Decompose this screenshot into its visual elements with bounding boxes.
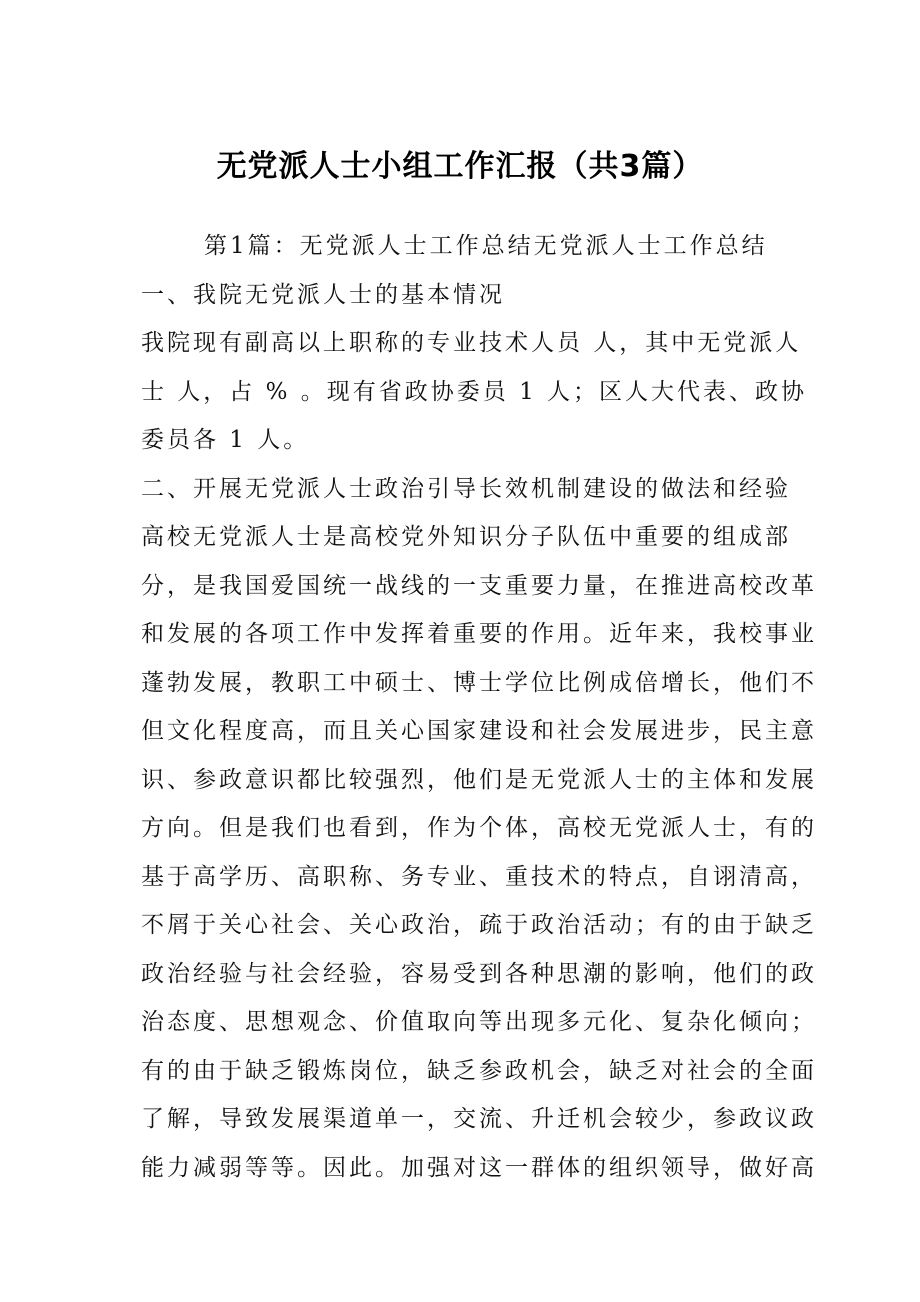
section-heading-2: 二、开展无党派人士政治引导长效机制建设的做法和经验 xyxy=(141,475,791,502)
text-line: 士 人，占 % 。现有省政协委员 1 人；区人大代表、政协 xyxy=(141,378,808,405)
text-line: 委员各 1 人。 xyxy=(141,427,310,453)
text-line: 有的由于缺乏锻炼岗位，缺乏参政机会，缺乏对社会的全面 xyxy=(141,1057,817,1084)
text-line: 方向。但是我们也看到，作为个体，高校无党派人士，有的 xyxy=(141,815,817,841)
text-line: 蓬勃发展，教职工中硕士、博士学位比例成倍增长，他们不 xyxy=(141,669,817,696)
section-heading-1: 一、我院无党派人士的基本情况 xyxy=(141,281,505,308)
text-line: 基于高学历、高职称、务专业、重技术的特点，自诩清高， xyxy=(141,863,817,890)
document-title: 无党派人士小组工作汇报（共3篇） xyxy=(216,149,704,184)
text-line: 我院现有副高以上职称的专业技术人员 人，其中无党派人 xyxy=(141,330,802,356)
text-line: 识、参政意识都比较强烈，他们是无党派人士的主体和发展 xyxy=(141,766,817,793)
text-line: 了解，导致发展渠道单一，交流、升迁机会较少，参政议政 xyxy=(141,1106,817,1132)
text-line: 政治经验与社会经验，容易受到各种思潮的影响，他们的政 xyxy=(141,960,817,987)
chapter-heading: 第1篇：无党派人士工作总结无党派人士工作总结 xyxy=(204,233,768,259)
text-line: 不屑于关心社会、关心政治，疏于政治活动；有的由于缺乏 xyxy=(141,912,817,938)
text-line: 高校无党派人士是高校党外知识分子队伍中重要的组成部 xyxy=(141,524,791,550)
text-line: 分，是我国爱国统一战线的一支重要力量，在推进高校改革 xyxy=(141,572,817,599)
text-line: 治态度、思想观念、价值取向等出现多元化、复杂化倾向； xyxy=(141,1009,817,1035)
text-line: 能力减弱等等。因此。加强对这一群体的组织领导，做好高 xyxy=(141,1154,817,1181)
text-line: 和发展的各项工作中发挥着重要的作用。近年来，我校事业 xyxy=(141,621,817,647)
text-line: 但文化程度高，而且关心国家建设和社会发展进步，民主意 xyxy=(141,718,817,744)
document-body xyxy=(141,222,817,1192)
